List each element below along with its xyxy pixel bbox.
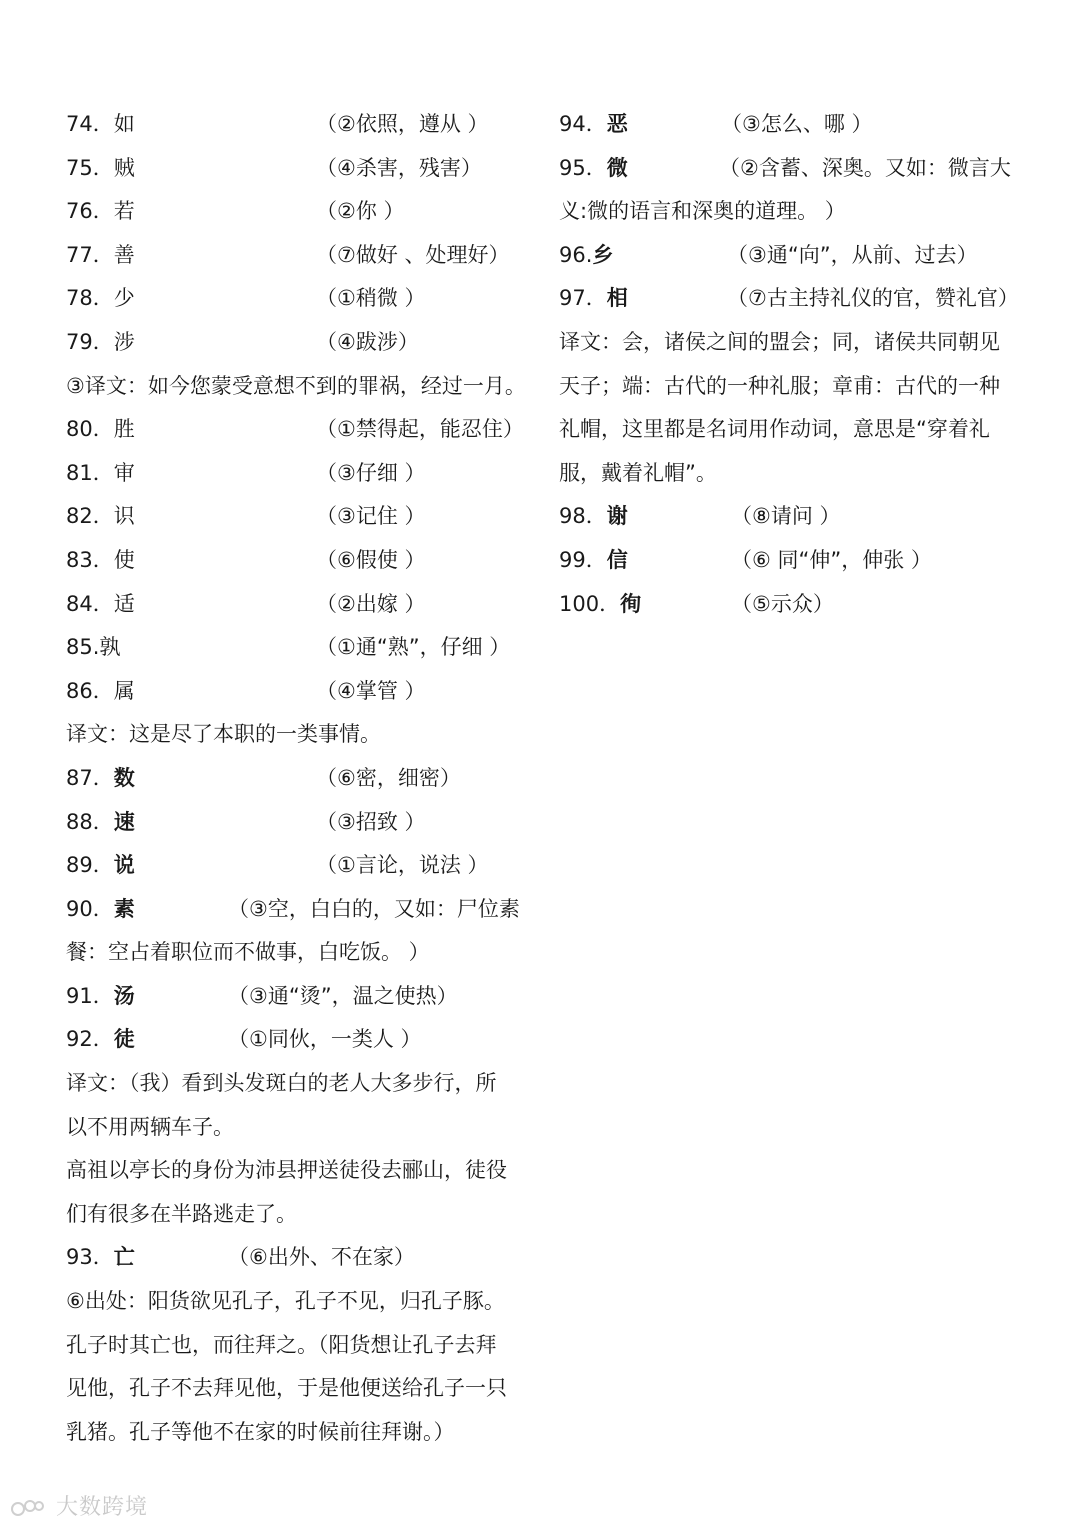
entry-definition: （③空，白白的，又如：尸位素 bbox=[228, 896, 520, 921]
entry-number: 81． bbox=[66, 460, 114, 485]
entry-word: 微 bbox=[606, 155, 628, 180]
entry-definition: （③通“烫”，温之使热） bbox=[228, 983, 458, 1008]
vocab-entry bbox=[66, 277, 536, 321]
vocab-entry bbox=[66, 1018, 536, 1062]
entry-definition: （①言论，说法 ） bbox=[316, 853, 489, 878]
entry-word: 如 bbox=[113, 112, 135, 136]
vocab-entry bbox=[66, 801, 536, 845]
entry-definition: （⑦做好 、处理好） bbox=[316, 242, 510, 267]
entry-word: 适 bbox=[113, 591, 135, 616]
entry-number: 74． bbox=[66, 112, 114, 136]
logo-icon bbox=[10, 1497, 44, 1519]
entry-number: 95． bbox=[559, 155, 607, 180]
entry-definition: （⑤示众） bbox=[731, 591, 834, 616]
entry-number: 84． bbox=[66, 591, 114, 616]
entry-word: 徒 bbox=[113, 1027, 135, 1052]
watermark-text: 大数跨境 bbox=[56, 1495, 149, 1520]
vocab-entry bbox=[66, 495, 536, 539]
vocab-entry bbox=[66, 757, 536, 801]
entry-number: 75． bbox=[66, 155, 114, 180]
entry-word: 善 bbox=[113, 242, 135, 267]
explanation-text: 礼帽，这里都是名词用作动词，意思是“穿着礼 bbox=[559, 417, 990, 442]
explanation-text: ⑥出处：阳货欲见孔子，孔子不见，归孔子豚。 bbox=[66, 1289, 505, 1314]
entry-word: 孰 bbox=[99, 635, 121, 660]
entry-definition: （④杀害，残害） bbox=[316, 155, 482, 180]
explanation-text: 义:微的语言和深奥的道理。 ） bbox=[559, 199, 846, 224]
entry-number: 98． bbox=[559, 504, 607, 529]
explanation-text: 孔子时其亡也，而往拜之。（阳货想让孔子去拜 bbox=[66, 1332, 497, 1357]
entry-number: 99． bbox=[559, 547, 607, 572]
entry-number: 76． bbox=[66, 199, 114, 224]
entry-definition: （③通“向”，从前、过去） bbox=[727, 242, 978, 267]
entry-word: 汤 bbox=[113, 983, 135, 1008]
entry-number: 77． bbox=[66, 242, 114, 267]
vocab-entry bbox=[66, 670, 536, 714]
entry-number: 90． bbox=[66, 896, 114, 921]
entry-number: 80． bbox=[66, 417, 114, 442]
entry-definition: （②出嫁 ） bbox=[316, 591, 426, 616]
entry-definition: （⑧请问 ） bbox=[731, 504, 841, 529]
entry-number: 82． bbox=[66, 504, 114, 529]
entry-definition: （④掌管 ） bbox=[316, 678, 426, 703]
entry-number: 78． bbox=[66, 286, 114, 311]
explanation-text: 译文：会，诸侯之间的盟会；同，诸侯共同朝见 bbox=[559, 329, 1000, 354]
vocab-entry bbox=[66, 234, 536, 278]
entry-number: 89． bbox=[66, 853, 114, 878]
entry-word: 胜 bbox=[113, 417, 135, 442]
entry-definition: （③记住 ） bbox=[316, 504, 426, 529]
vocab-entry bbox=[66, 321, 536, 365]
entry-definition: （⑥ 同“伸”，伸张 ） bbox=[731, 547, 932, 572]
explanation-text: 乳猪。孔子等他不在家的时候前往拜谢。） bbox=[66, 1419, 455, 1444]
entry-number: 87． bbox=[66, 765, 114, 790]
entry-definition: （⑥出外、不在家） bbox=[228, 1245, 415, 1270]
entry-word: 素 bbox=[113, 896, 135, 921]
vocab-entry bbox=[66, 539, 536, 583]
entry-number: 93． bbox=[66, 1245, 114, 1270]
entry-definition: （③仔细 ） bbox=[316, 460, 426, 485]
entry-number: 83． bbox=[66, 547, 114, 572]
explanation-text: 以不用两辆车子。 bbox=[66, 1114, 234, 1139]
entry-word: 使 bbox=[113, 547, 135, 572]
entry-word: 恶 bbox=[606, 112, 628, 136]
entry-number: 96. bbox=[559, 242, 593, 267]
vocab-entry bbox=[559, 147, 1029, 191]
entry-word: 属 bbox=[113, 678, 135, 703]
entry-word: 徇 bbox=[620, 591, 642, 616]
entry-definition: （⑥密，细密） bbox=[316, 765, 461, 790]
entry-number: 97． bbox=[559, 286, 607, 311]
entry-number: 79． bbox=[66, 329, 114, 354]
entry-word: 说 bbox=[113, 853, 135, 878]
explanation-text: 们有很多在半路逃走了。 bbox=[66, 1201, 297, 1226]
entry-definition: （①禁得起，能忍住） bbox=[316, 417, 524, 442]
entry-number: 85. bbox=[66, 635, 100, 660]
vocab-entry bbox=[66, 626, 536, 670]
entry-word: 数 bbox=[113, 765, 135, 790]
entry-word: 少 bbox=[113, 286, 135, 311]
vocab-entry bbox=[66, 844, 536, 888]
explanation-text: 餐：空占着职位而不做事，白吃饭。 ） bbox=[66, 940, 430, 965]
entry-number: 100． bbox=[559, 591, 621, 616]
entry-definition: （⑥假使 ） bbox=[316, 547, 426, 572]
vocab-entry bbox=[66, 452, 536, 496]
vocab-entry bbox=[66, 975, 536, 1019]
vocab-entry bbox=[559, 277, 1029, 321]
entry-word: 审 bbox=[113, 460, 135, 485]
entry-definition: （②依照，遵从 ） bbox=[316, 112, 489, 136]
vocab-entry bbox=[66, 147, 536, 191]
vocab-entry bbox=[559, 539, 1029, 583]
vocab-entry bbox=[66, 1236, 536, 1280]
vocab-entry bbox=[559, 103, 1029, 147]
vocab-entry bbox=[559, 234, 1029, 278]
vocab-entry bbox=[559, 583, 1029, 627]
entry-definition: （④跋涉） bbox=[316, 329, 419, 354]
watermark bbox=[10, 1490, 148, 1521]
vocab-entry bbox=[66, 190, 536, 234]
explanation-text: ③译文：如今您蒙受意想不到的罪祸，经过一月。 bbox=[66, 373, 526, 398]
entry-word: 谢 bbox=[606, 504, 628, 529]
entry-definition: （①同伙，一类人 ） bbox=[228, 1027, 422, 1052]
entry-word: 贼 bbox=[113, 155, 135, 180]
vocab-entry bbox=[66, 583, 536, 627]
entry-word: 若 bbox=[113, 199, 135, 224]
entry-word: 亡 bbox=[113, 1245, 135, 1270]
entry-word: 相 bbox=[606, 286, 628, 311]
entry-definition: （①稍微 ） bbox=[316, 286, 426, 311]
entry-definition: （①通“熟”，仔细 ） bbox=[316, 635, 511, 660]
entry-definition: （③怎么、哪 ） bbox=[721, 112, 873, 136]
entry-word: 涉 bbox=[113, 329, 135, 354]
entry-word: 信 bbox=[606, 547, 628, 572]
entry-definition: （⑦古主持礼仪的官，赞礼官） bbox=[727, 286, 1019, 311]
left-column bbox=[66, 103, 536, 1454]
entry-word: 乡 bbox=[592, 242, 614, 267]
explanation-text: 天子；端：古代的一种礼服；章甫：古代的一种 bbox=[559, 373, 1000, 398]
explanation-text: 译文：这是尽了本职的一类事情。 bbox=[66, 722, 381, 747]
entry-number: 94． bbox=[559, 112, 607, 136]
entry-number: 86． bbox=[66, 678, 114, 703]
entry-number: 91． bbox=[66, 983, 114, 1008]
right-column bbox=[559, 103, 1029, 626]
vocab-entry bbox=[66, 408, 536, 452]
entry-definition: （②你 ） bbox=[316, 199, 405, 224]
vocab-entry bbox=[66, 888, 536, 932]
entry-word: 识 bbox=[113, 504, 135, 529]
entry-word: 速 bbox=[113, 809, 135, 834]
entry-definition: （③招致 ） bbox=[316, 809, 426, 834]
explanation-text: 见他，孔子不去拜见他，于是他便送给孔子一只 bbox=[66, 1376, 507, 1401]
vocab-entry bbox=[66, 103, 536, 147]
entry-definition: （②含蓄、深奥。又如：微言大 bbox=[719, 155, 1011, 180]
entry-number: 88． bbox=[66, 809, 114, 834]
explanation-text: 服，戴着礼帽”。 bbox=[559, 460, 717, 485]
entry-number: 92． bbox=[66, 1027, 114, 1052]
vocab-entry bbox=[559, 495, 1029, 539]
explanation-text: 译文：（我）看到头发斑白的老人大多步行，所 bbox=[66, 1071, 497, 1096]
explanation-text: 高祖以亭长的身份为沛县押送徒役去郦山，徒役 bbox=[66, 1158, 507, 1183]
